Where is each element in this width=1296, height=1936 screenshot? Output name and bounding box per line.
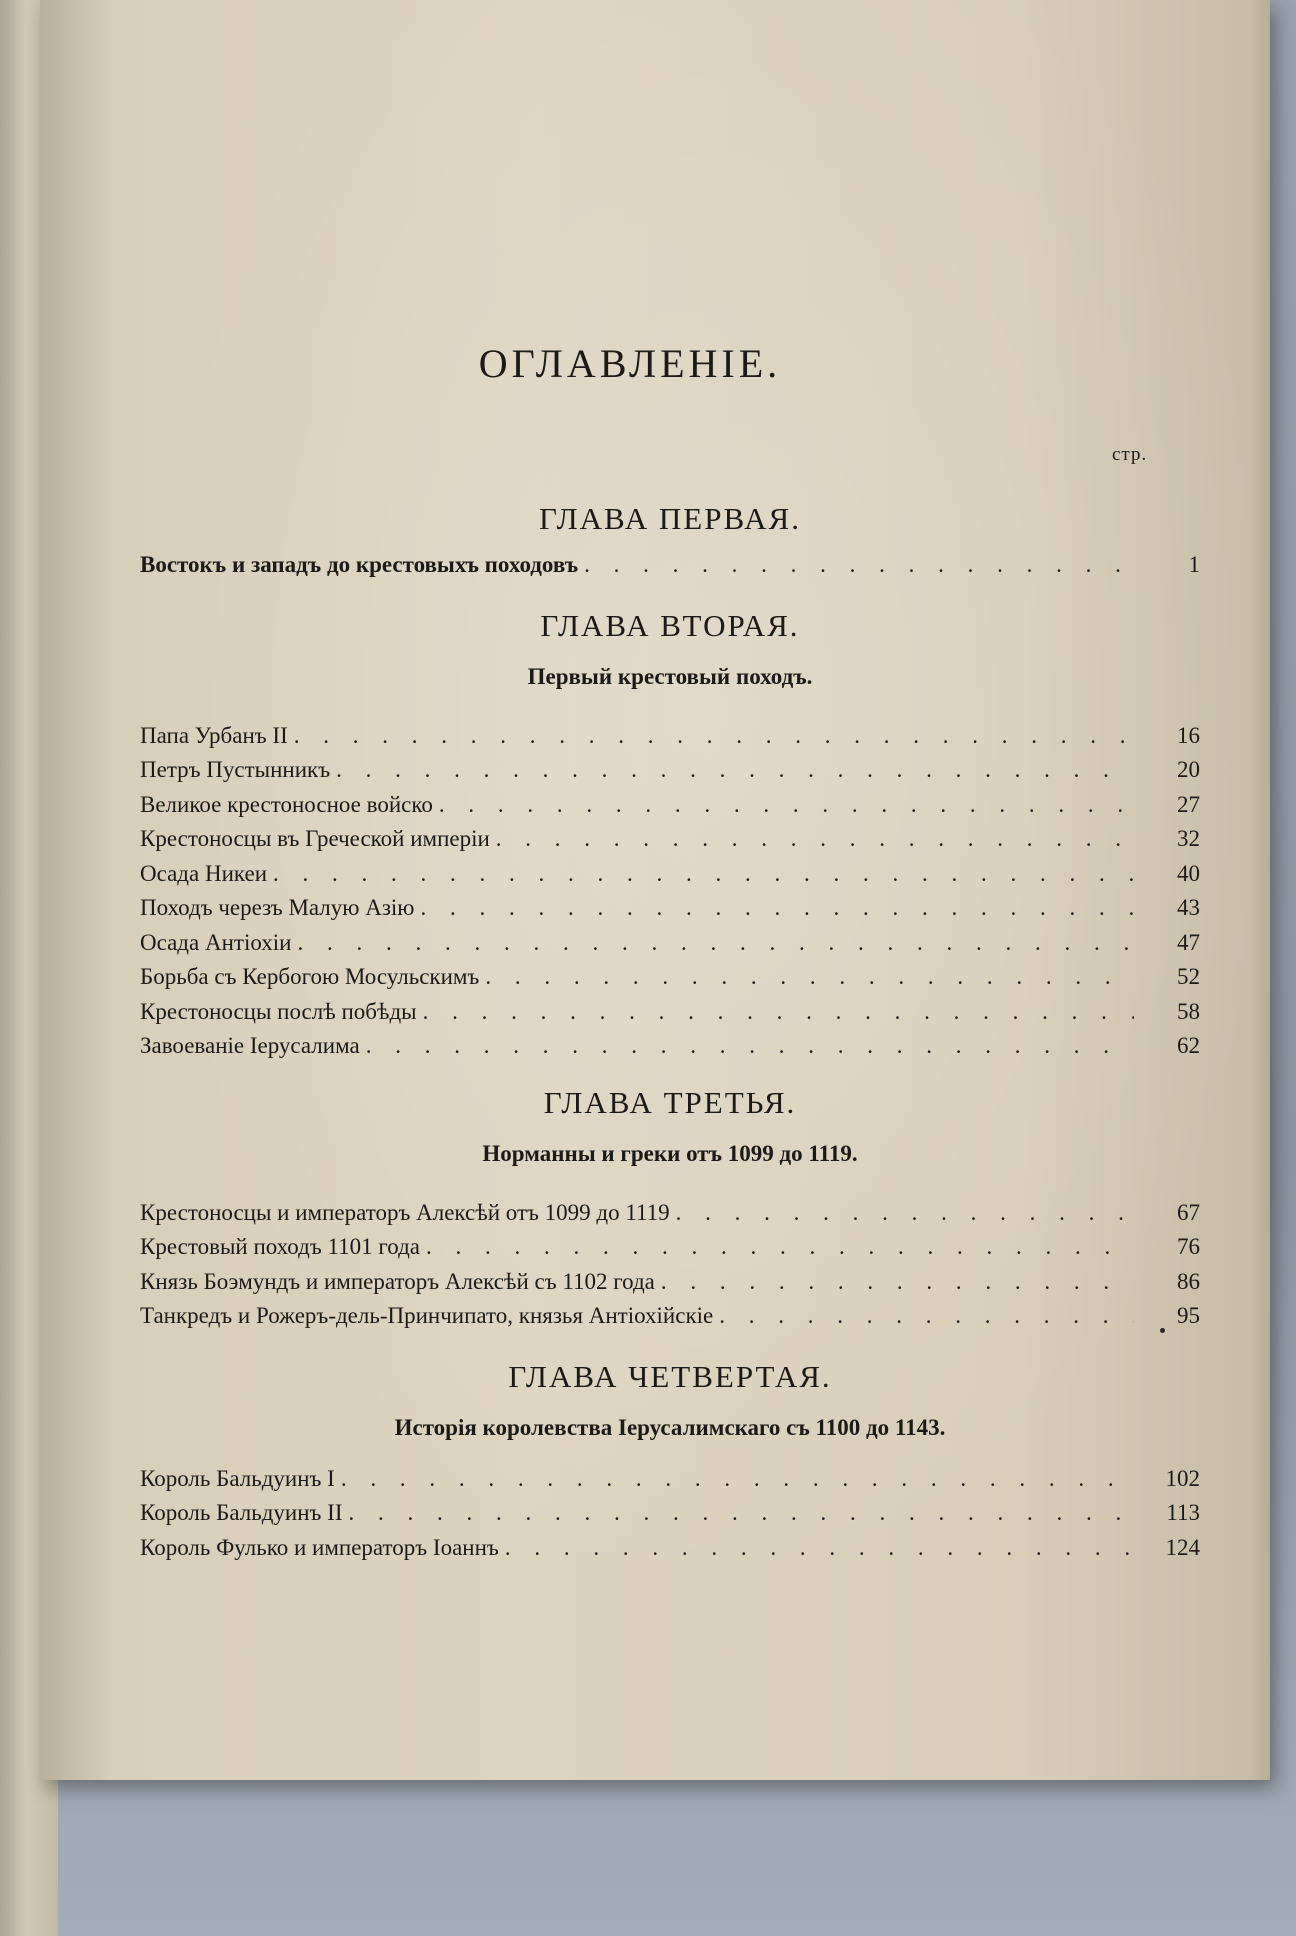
- leader-dots: [661, 1265, 1134, 1300]
- entry-title: Король Бальдуинъ I: [140, 1465, 335, 1491]
- toc-entry[interactable]: [140, 857, 1200, 892]
- page-edge: [1246, 0, 1270, 1780]
- leader-dots: [584, 548, 1134, 583]
- entry-page: 67: [1177, 1199, 1200, 1225]
- entry-title: Король Бальдуинъ II: [140, 1500, 343, 1525]
- leader-dots: [348, 1496, 1134, 1531]
- chapter-subtitle-3: Норманны и греки отъ 1099 до 1119.: [482, 1140, 858, 1166]
- leader-dots: [294, 719, 1134, 754]
- entry-title: Походъ черезъ Малую Азію: [140, 895, 415, 920]
- toc-entry[interactable]: [140, 1265, 1200, 1300]
- entry-title: Крестоносцы въ Греческой имперіи: [140, 826, 490, 851]
- entry-title: Крестоносцы послѣ побѣды: [140, 998, 417, 1024]
- entry-title: Петръ Пустынникъ: [140, 757, 331, 782]
- entry-page: 124: [1165, 1534, 1200, 1560]
- entry-page: 40: [1177, 860, 1200, 886]
- toc-entry[interactable]: [140, 1299, 1200, 1334]
- toc-entry[interactable]: [140, 995, 1200, 1030]
- toc-entry[interactable]: [140, 1496, 1200, 1531]
- chapter-heading-3: ГЛАВА ТРЕТЬЯ.: [543, 1084, 797, 1120]
- leader-dots: [496, 822, 1134, 857]
- entry-title: Князь Боэмундъ и императоръ Алексѣй съ 1102 года: [140, 1268, 655, 1294]
- entry-page: 58: [1177, 998, 1200, 1024]
- chapter-heading-4: ГЛАВА ЧЕТВЕРТАЯ.: [508, 1358, 832, 1394]
- toc-entry[interactable]: [140, 719, 1200, 754]
- spacer: [140, 699, 1200, 719]
- leader-dots: [336, 753, 1134, 788]
- entry-page: 62: [1177, 1033, 1200, 1058]
- page-title: ОГЛАВЛЕНІЕ.: [478, 341, 782, 386]
- chapter-heading-1: ГЛАВА ПЕРВАЯ.: [539, 501, 801, 536]
- leader-dots: [423, 995, 1134, 1030]
- ink-speck: [1160, 1328, 1165, 1333]
- toc-entry[interactable]: [140, 1029, 1200, 1064]
- entry-title: Танкредъ и Рожеръ-дель-Принчипато, князья Антіохійскіе: [140, 1303, 714, 1328]
- entry-title: Осада Никеи: [140, 860, 268, 886]
- entry-page: 47: [1177, 929, 1200, 955]
- entry-title: Папа Урбанъ II: [140, 722, 288, 748]
- spacer: [140, 1176, 1200, 1196]
- toc-entry[interactable]: [140, 822, 1200, 857]
- entry-page: 1: [1188, 552, 1200, 577]
- leader-dots: [426, 1230, 1134, 1265]
- leader-dots: [420, 891, 1134, 926]
- leader-dots: [341, 1462, 1134, 1497]
- entry-title: Великое крестоносное войско: [140, 791, 433, 817]
- entry-page: 43: [1177, 895, 1200, 920]
- toc-entry[interactable]: [140, 891, 1200, 926]
- entry-page: 52: [1177, 964, 1200, 989]
- toc-entry[interactable]: [140, 753, 1200, 788]
- toc-entry[interactable]: [140, 926, 1200, 961]
- toc-entry[interactable]: [140, 1196, 1200, 1231]
- chapter-subtitle-2: Первый крестовый походъ.: [527, 663, 813, 689]
- entry-page: 20: [1177, 757, 1200, 782]
- page-column-label: стр.: [1112, 444, 1148, 465]
- book-page: [40, 0, 1270, 1780]
- entry-title: Востокъ и западъ до крестовыхъ походовъ: [140, 552, 579, 577]
- chapter-heading-2: ГЛАВА ВТОРАЯ.: [540, 607, 800, 643]
- toc-entry[interactable]: [140, 1462, 1200, 1497]
- leader-dots: [273, 857, 1134, 892]
- toc-entry[interactable]: [140, 960, 1200, 995]
- entry-page: 102: [1165, 1465, 1200, 1491]
- entry-title: Завоеваніе Іерусалима: [140, 1033, 360, 1058]
- toc-entry[interactable]: [140, 788, 1200, 823]
- entry-page: 95: [1177, 1303, 1200, 1328]
- entry-page: 16: [1177, 722, 1200, 748]
- entry-title: Осада Антіохіи: [140, 929, 292, 955]
- chapter-subtitle-4: Исторія королевства Іерусалимскаго съ 1100 до 1143.: [394, 1414, 946, 1440]
- leader-dots: [676, 1196, 1134, 1231]
- entry-title: Борьба съ Кербогою Мосульскимъ: [140, 964, 480, 989]
- entry-title: Крестоносцы и императоръ Алексѣй отъ 1099 до 1119: [140, 1199, 670, 1225]
- toc-entry[interactable]: [140, 1230, 1200, 1265]
- table-of-contents: [140, 490, 1200, 1565]
- entry-page: 113: [1166, 1500, 1200, 1525]
- leader-dots: [485, 960, 1134, 995]
- toc-entry[interactable]: [140, 548, 1200, 583]
- toc-entry[interactable]: [140, 1531, 1200, 1566]
- leader-dots: [439, 788, 1134, 823]
- entry-page: 76: [1177, 1234, 1200, 1259]
- leader-dots: [719, 1299, 1134, 1334]
- spacer: [140, 1450, 1200, 1462]
- entry-page: 27: [1177, 791, 1200, 817]
- entry-page: 32: [1177, 826, 1200, 851]
- entry-title: Крестовый походъ 1101 года: [140, 1234, 420, 1259]
- leader-dots: [366, 1029, 1134, 1064]
- leader-dots: [505, 1531, 1134, 1566]
- entry-page: 86: [1177, 1268, 1200, 1294]
- entry-title: Король Фулько и императоръ Іоаннъ: [140, 1534, 499, 1560]
- leader-dots: [297, 926, 1134, 961]
